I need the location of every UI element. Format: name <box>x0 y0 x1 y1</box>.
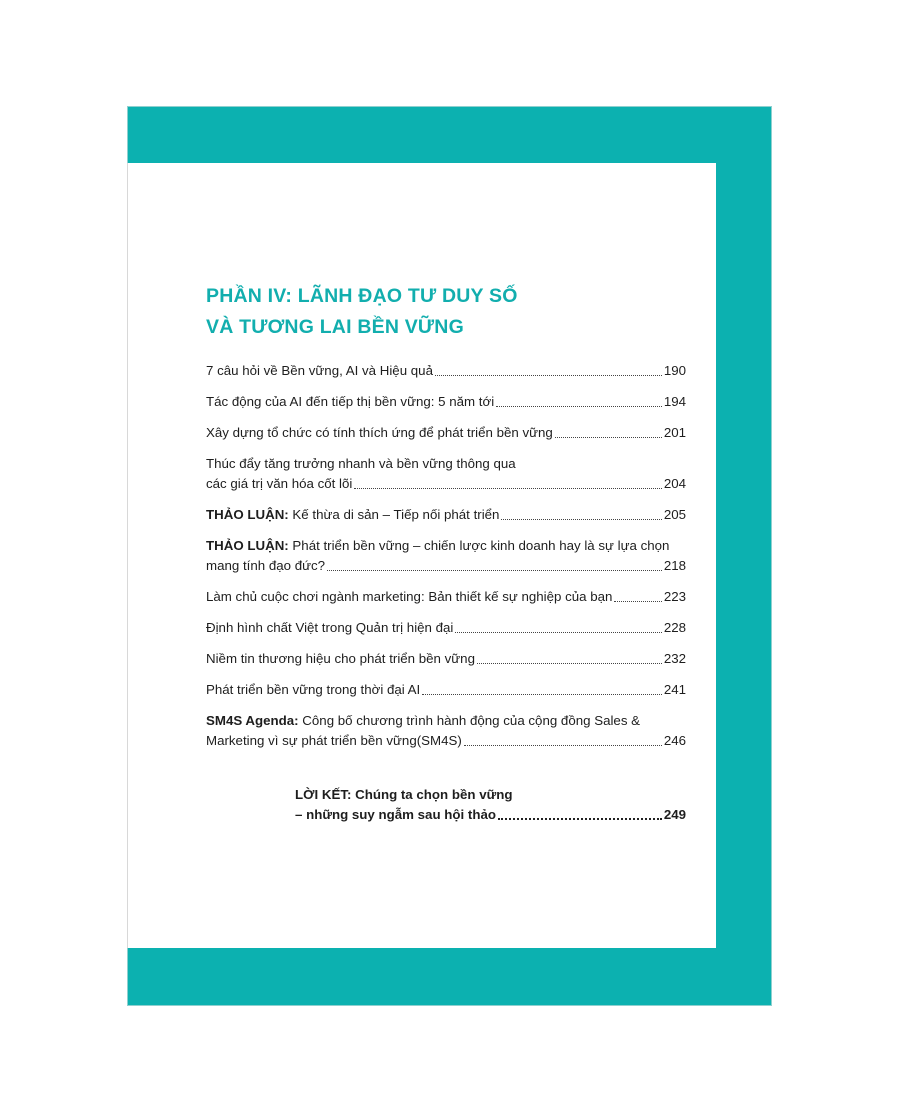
closing-page: 249 <box>663 807 686 822</box>
dot-leader <box>435 374 662 376</box>
toc-entry-title-line-1: Thúc đẩy tăng trưởng nhanh và bền vững thông qua <box>206 456 516 471</box>
toc-entry-page: 218 <box>663 558 686 573</box>
toc-entry-page: 194 <box>663 394 686 409</box>
toc-entry[interactable] <box>206 536 686 576</box>
dot-leader <box>455 631 661 633</box>
toc-entry-title: Phát triển bền vững trong thời đại AI <box>206 682 421 697</box>
dot-leader <box>614 600 661 602</box>
toc-entry[interactable] <box>206 618 686 638</box>
toc-entry-page: 204 <box>663 476 686 491</box>
toc-entry-title: Niềm tin thương hiệu cho phát triển bền vững <box>206 651 475 666</box>
dot-leader <box>354 487 661 489</box>
toc-entry-title-line-2: các giá trị văn hóa cốt lõi <box>206 476 353 491</box>
toc-entry-title-line-1: Phát triển bền vững – chiến lược kinh doanh hay là sự lựa chọn <box>288 538 670 553</box>
toc-entry[interactable] <box>206 454 686 494</box>
dot-leader <box>464 744 662 746</box>
toc-entry-title: Xây dựng tổ chức có tính thích ứng để phát triển bền vững <box>206 425 553 440</box>
toc-entry-page: 190 <box>663 363 686 378</box>
toc-entry[interactable] <box>206 649 686 669</box>
agenda-label: SM4S Agenda: <box>206 713 299 728</box>
dot-leader <box>422 693 662 695</box>
toc-entry[interactable] <box>206 423 686 443</box>
toc-entry-title: Định hình chất Việt trong Quản trị hiện đại <box>206 620 454 635</box>
discussion-label: THẢO LUẬN: <box>206 538 289 553</box>
dot-leader <box>327 569 662 571</box>
toc-entry-title-line-2: mang tính đạo đức? <box>206 558 326 573</box>
toc-entry-title: Làm chủ cuộc chơi ngành marketing: Bản thiết kế sự nghiệp của bạn <box>206 589 613 604</box>
toc-entry[interactable] <box>206 587 686 607</box>
toc-entry-page: 228 <box>663 620 686 635</box>
closing-title-line-2: – những suy ngẫm sau hội thảo <box>295 807 496 822</box>
toc-entry-title-line-2: Marketing vì sự phát triển bền vững(SM4S) <box>206 733 462 748</box>
toc-entry-page: 205 <box>663 507 686 522</box>
toc-entry-page: 232 <box>663 651 686 666</box>
toc-entry[interactable] <box>206 361 686 381</box>
toc-entry[interactable] <box>206 505 686 525</box>
toc-entry[interactable] <box>206 392 686 412</box>
toc-entry-page: 223 <box>663 589 686 604</box>
dot-leader <box>498 817 662 820</box>
toc-entry[interactable] <box>206 680 686 700</box>
toc-entry-page: 241 <box>663 682 686 697</box>
toc-entry-title: Kế thừa di sản – Tiếp nối phát triển <box>288 507 500 522</box>
dot-leader <box>496 405 662 407</box>
toc-page <box>127 163 716 948</box>
toc-entry[interactable] <box>206 711 686 751</box>
toc-entry-page: 246 <box>663 733 686 748</box>
toc-list <box>206 361 686 762</box>
dot-leader <box>501 518 661 520</box>
dot-leader <box>477 662 662 664</box>
section-title-line-2: VÀ TƯƠNG LAI BỀN VỮNG <box>206 316 464 338</box>
closing-entry[interactable] <box>295 785 686 825</box>
section-title-line-1: PHẦN IV: LÃNH ĐẠO TƯ DUY SỐ <box>206 285 518 307</box>
toc-entry-title: Tác động của AI đến tiếp thị bền vững: 5 năm tới <box>206 394 495 409</box>
section-title <box>206 281 518 343</box>
toc-entry-title-line-1: Công bố chương trình hành động của cộng đồng Sales & <box>298 713 641 728</box>
toc-entry-title: 7 câu hỏi về Bền vững, AI và Hiệu quả <box>206 363 433 378</box>
dot-leader <box>555 436 662 438</box>
discussion-label: THẢO LUẬN: <box>206 507 289 522</box>
toc-entry-page: 201 <box>663 425 686 440</box>
closing-title-line-1: LỜI KẾT: Chúng ta chọn bền vững <box>295 787 513 802</box>
